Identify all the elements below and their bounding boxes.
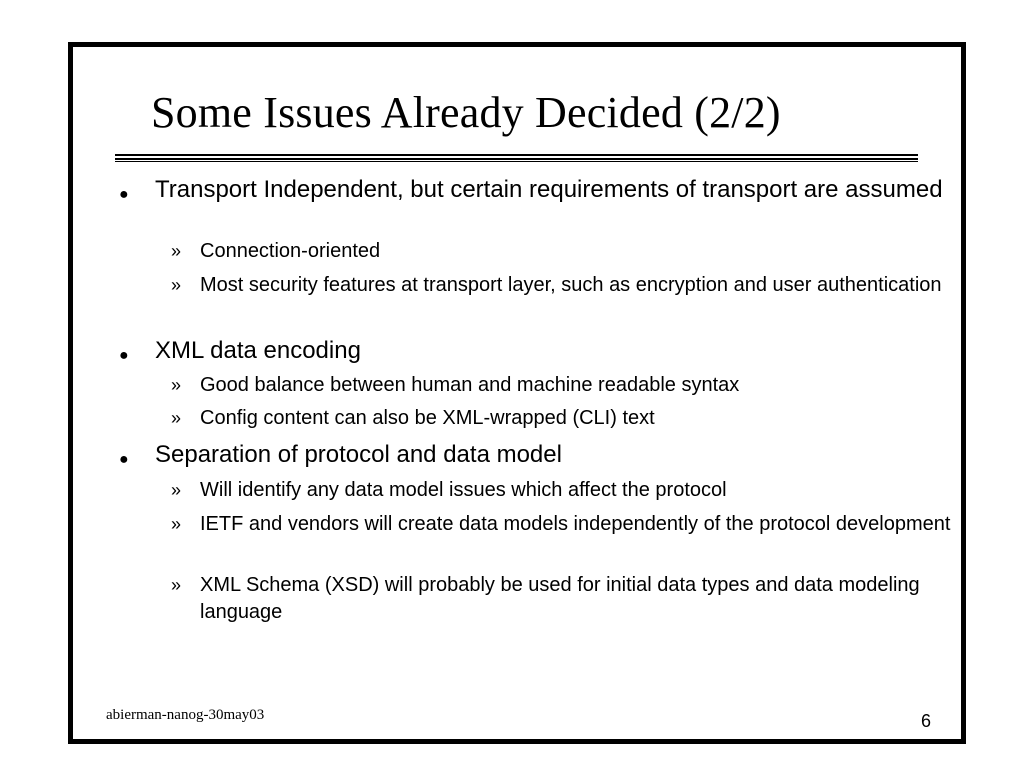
sub-bullet-text: IETF and vendors will create data models independently of the protocol development [200,513,951,535]
sub-bullet-text: XML Schema (XSD) will probably be used for initial data types and data modeling language [200,574,920,623]
bullet-icon: ● [119,347,129,364]
sub-bullet-text: Will identify any data model issues which affect the protocol [200,479,727,501]
sub-bullet-text: Most security features at transport layer, such as encryption and user authentication [200,274,942,296]
bullet-text: Transport Independent, but certain requirements of transport are assumed [155,176,943,203]
bullet-icon: ● [119,186,129,203]
sub-bullet-icon: » [171,275,182,295]
slide-frame [68,42,966,744]
sub-bullet-icon: » [171,241,182,261]
title-underline [115,161,918,162]
sub-bullet-icon: » [171,575,182,595]
bullet-icon: ● [119,451,129,468]
footer-label: abierman-nanog-30may03 [106,707,265,723]
sub-bullet-text: Good balance between human and machine readable syntax [200,374,740,396]
sub-bullet-icon: » [171,514,182,534]
sub-bullet-icon: » [171,408,182,428]
title-underline [115,158,918,160]
sub-bullet-icon: » [171,480,182,500]
sub-bullet-icon: » [171,375,182,395]
page-number: 6 [920,711,931,731]
bullet-text: Separation of protocol and data model [155,441,562,468]
bullet-text: XML data encoding [155,337,361,364]
slide-title: Some Issues Already Decided (2/2) [151,88,781,137]
title-underline [115,154,918,156]
sub-bullet-text: Connection-oriented [200,240,381,262]
sub-bullet-text: Config content can also be XML-wrapped (CLI) text [200,407,655,429]
